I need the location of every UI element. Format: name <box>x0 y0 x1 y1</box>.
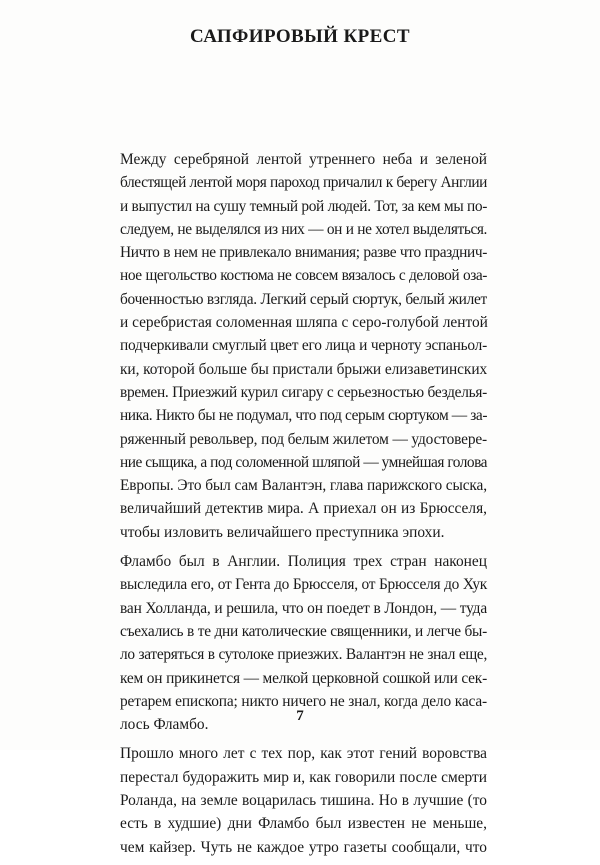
text-line: времен. Приезжий курил сигару с серьезностью безделья- <box>120 383 487 401</box>
text-line: Роланда, на земле воцарилась тишина. Но в лучшие (то <box>120 792 487 810</box>
text-line: ное щегольство костюма не совсем вязалось с деловой оза- <box>120 267 487 285</box>
text-line: Между серебряной лентой утреннего неба и зеленой <box>120 151 487 168</box>
text-line: чтобы изловить величайшего преступника эпохи. <box>120 523 445 541</box>
text-line: боченностью взгляда. Легкий серый сюртук, белый жилет <box>120 290 487 308</box>
text-line: следуем, не выделялся из них — он и не хотел выделяться. <box>120 220 487 238</box>
text-line: есть в худшие) дни Фламбо был известен не меньше, <box>120 815 487 833</box>
text-line: ретарем епископа; никто ничего не знал, когда дело каса- <box>120 692 487 710</box>
text-line: ки, которой больше бы пристали брыжи елизаветинских <box>120 360 488 378</box>
text-line: съехались в те дни католические священники, и легче бы- <box>120 622 487 640</box>
text-line: Ничто в нем не привлекало внимания; разве что празднич- <box>120 244 487 262</box>
chapter-title: САПФИРОВЫЙ КРЕСТ <box>190 26 410 47</box>
text-line: и серебристая соломенная шляпа с серо-голубой лентой <box>120 314 488 332</box>
body-text <box>104 148 487 865</box>
text-line: Европы. Это был сам Валантэн, глава парижского сыска, <box>120 477 487 495</box>
paragraph-1 <box>104 148 487 544</box>
text-line: ло затеряться в сутолоке приезжих. Валантэн не знал еще, <box>120 646 487 664</box>
text-line: подчеркивали смуглый цвет его лица и черноту эспаньол- <box>120 337 487 355</box>
text-line: ника. Никто бы не подумал, что под серым сюртуком — за- <box>120 407 487 425</box>
text-line: лось Фламбо. <box>120 716 209 734</box>
text-line: перестал будоражить мир и, как говорили после смерти <box>120 768 487 786</box>
text-line: Прошло много лет с тех пор, как этот гений воровства <box>120 745 487 763</box>
text-line: ван Холланда, и решила, что он поедет в Лондон, — туда <box>120 599 487 617</box>
text-line: Фламбо был в Англии. Полиция трех стран наконец <box>120 553 487 571</box>
text-line: и выпустил на сушу темный рой людей. Тот, за кем мы по- <box>120 197 487 215</box>
text-line: чем кайзер. Чуть не каждое утро газеты сообщали, что <box>120 838 487 856</box>
text-line: выследила его, от Гента до Брюсселя, от Брюсселя до Хук <box>120 576 487 594</box>
text-line: ряженный револьвер, под белым жилетом — удостовере- <box>120 430 487 448</box>
text-line: ние сыщика, а под соломенной шляпой — умнейшая голова <box>120 453 487 471</box>
paragraph-3 <box>104 742 487 858</box>
page-number: 7 <box>296 708 304 724</box>
text-line: кем он прикинется — мелкой церковной сошкой или сек- <box>120 669 487 687</box>
text-line: величайший детектив мира. А приехал он из Брюсселя, <box>120 500 487 518</box>
text-line: блестящей лентой моря пароход причалил к берегу Англии <box>120 174 487 192</box>
